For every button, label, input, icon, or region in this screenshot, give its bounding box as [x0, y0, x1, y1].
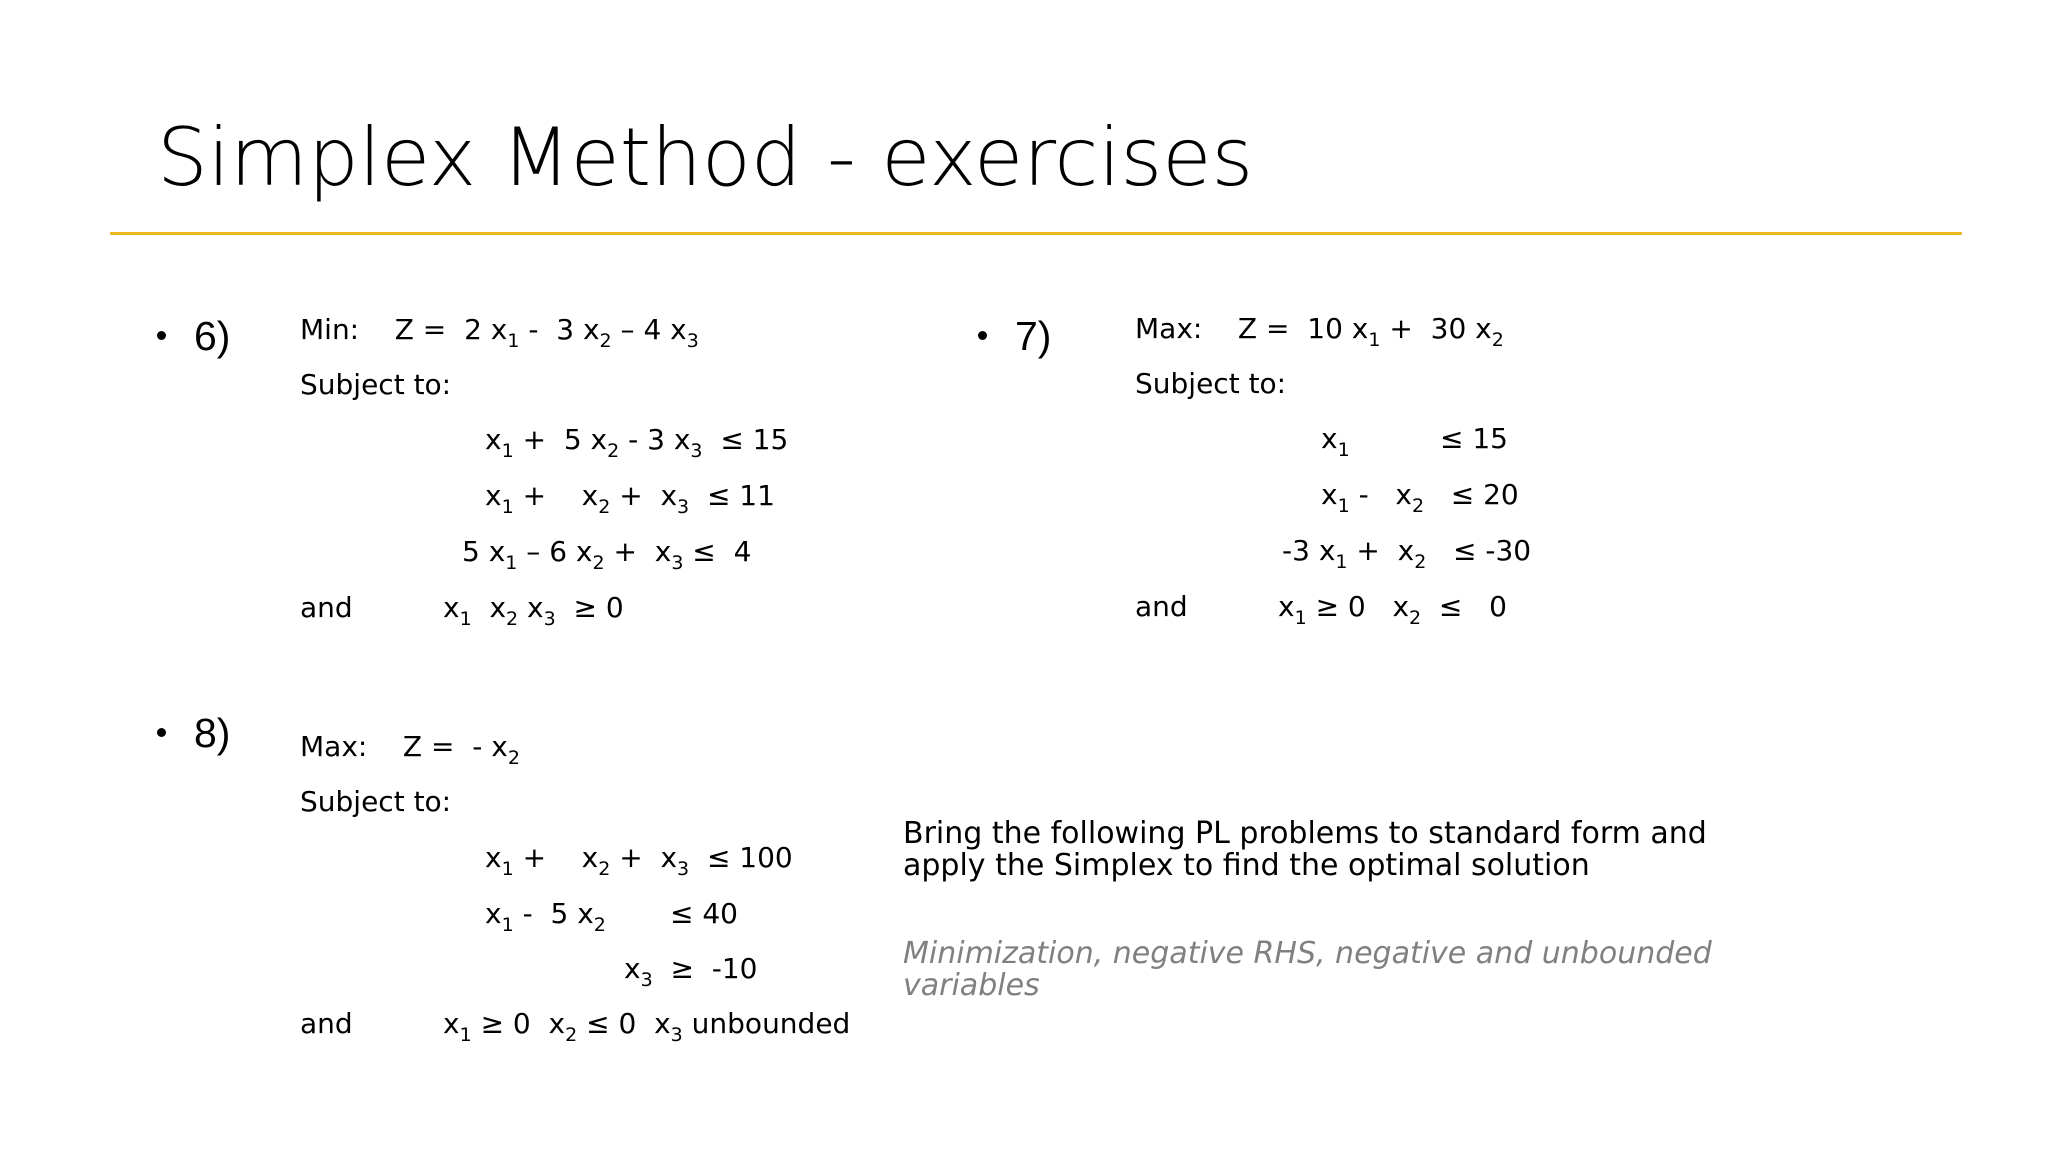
- exercise-8-constraint-2-lhs: $x_1 - 5$ $x_2$: [485, 897, 606, 936]
- exercise-8-constraint-1: $x_1$ + $x_2 + x_3 \le 100$: [485, 841, 793, 880]
- exercise-8-and: and: [300, 1007, 353, 1040]
- exercise-8-subject-to: Subject to:: [300, 785, 452, 818]
- exercise-7-objective: Max: Z = 10 $x_1 + 30$ $x_2$: [1135, 312, 1504, 351]
- bullet-dot-icon: [978, 331, 987, 340]
- bullet-dot-icon: [157, 331, 166, 340]
- exercise-8-constraint-2-rhs: ≤ 40: [670, 897, 738, 930]
- instructions-hint: Minimization, negative RHS, negative and unbounded variables: [903, 936, 1712, 1003]
- title-underline: [110, 232, 1962, 235]
- exercise-7-label: 7): [1015, 313, 1052, 359]
- exercise-8-label: 8): [194, 710, 231, 756]
- exercise-7-constraint-2: $x_1 - x_2 \le 20$: [1321, 478, 1519, 517]
- exercise-7-subject-to: Subject to:: [1135, 367, 1287, 400]
- exercise-7-bullet: [978, 313, 1051, 360]
- instructions-text: Bring the following PL problems to standard form and apply the Simplex to find the optimal solution: [903, 816, 1707, 883]
- bullet-dot-icon: [157, 728, 166, 737]
- exercise-8-sign-constraint: $x_1 \ge 0$ $x_2 \le 0$ $x_3$ unbounded: [443, 1007, 851, 1046]
- exercise-6-constraint-3: 5 $x_1 - 6$ $x_2 + x_3 \le 4$: [462, 535, 752, 574]
- exercise-7-constraint-1-lhs: $x_1$: [1321, 422, 1350, 461]
- exercise-7-and: and: [1135, 590, 1188, 623]
- slide-title: Simplex Method - exercises: [157, 111, 1254, 204]
- exercise-6-sign-constraint: $x_1$ $x_2$ $x_3 \ge 0$: [443, 591, 624, 630]
- exercise-7-sign-constraint: $x_1 \ge 0$ $x_2 \le 0$: [1278, 590, 1507, 629]
- exercise-8-constraint-3: $x_3 \ge -10$: [624, 952, 758, 991]
- exercise-6-and: and: [300, 591, 353, 624]
- exercise-7-constraint-3: -3 $x_1 + x_2 \le -30$: [1282, 534, 1532, 573]
- exercise-8-bullet: [157, 710, 230, 757]
- exercise-6-subject-to: Subject to:: [300, 368, 452, 401]
- exercise-6-objective: Min: Z = 2 $x_1 - 3$ $x_2 - 4$ $x_3$: [300, 313, 699, 352]
- exercise-8-objective: Max: Z = - $x_2$: [300, 730, 520, 769]
- exercise-6-constraint-1: $x_1 + 5$ $x_2 - 3$ $x_3 \le 15$: [485, 423, 789, 462]
- exercise-6-constraint-2: $x_1$ + $x_2 + x_3 \le 11$: [485, 479, 775, 518]
- exercise-6-bullet: [157, 313, 230, 360]
- exercise-7-constraint-1-rhs: ≤ 15: [1440, 422, 1508, 455]
- exercise-6-label: 6): [194, 313, 231, 359]
